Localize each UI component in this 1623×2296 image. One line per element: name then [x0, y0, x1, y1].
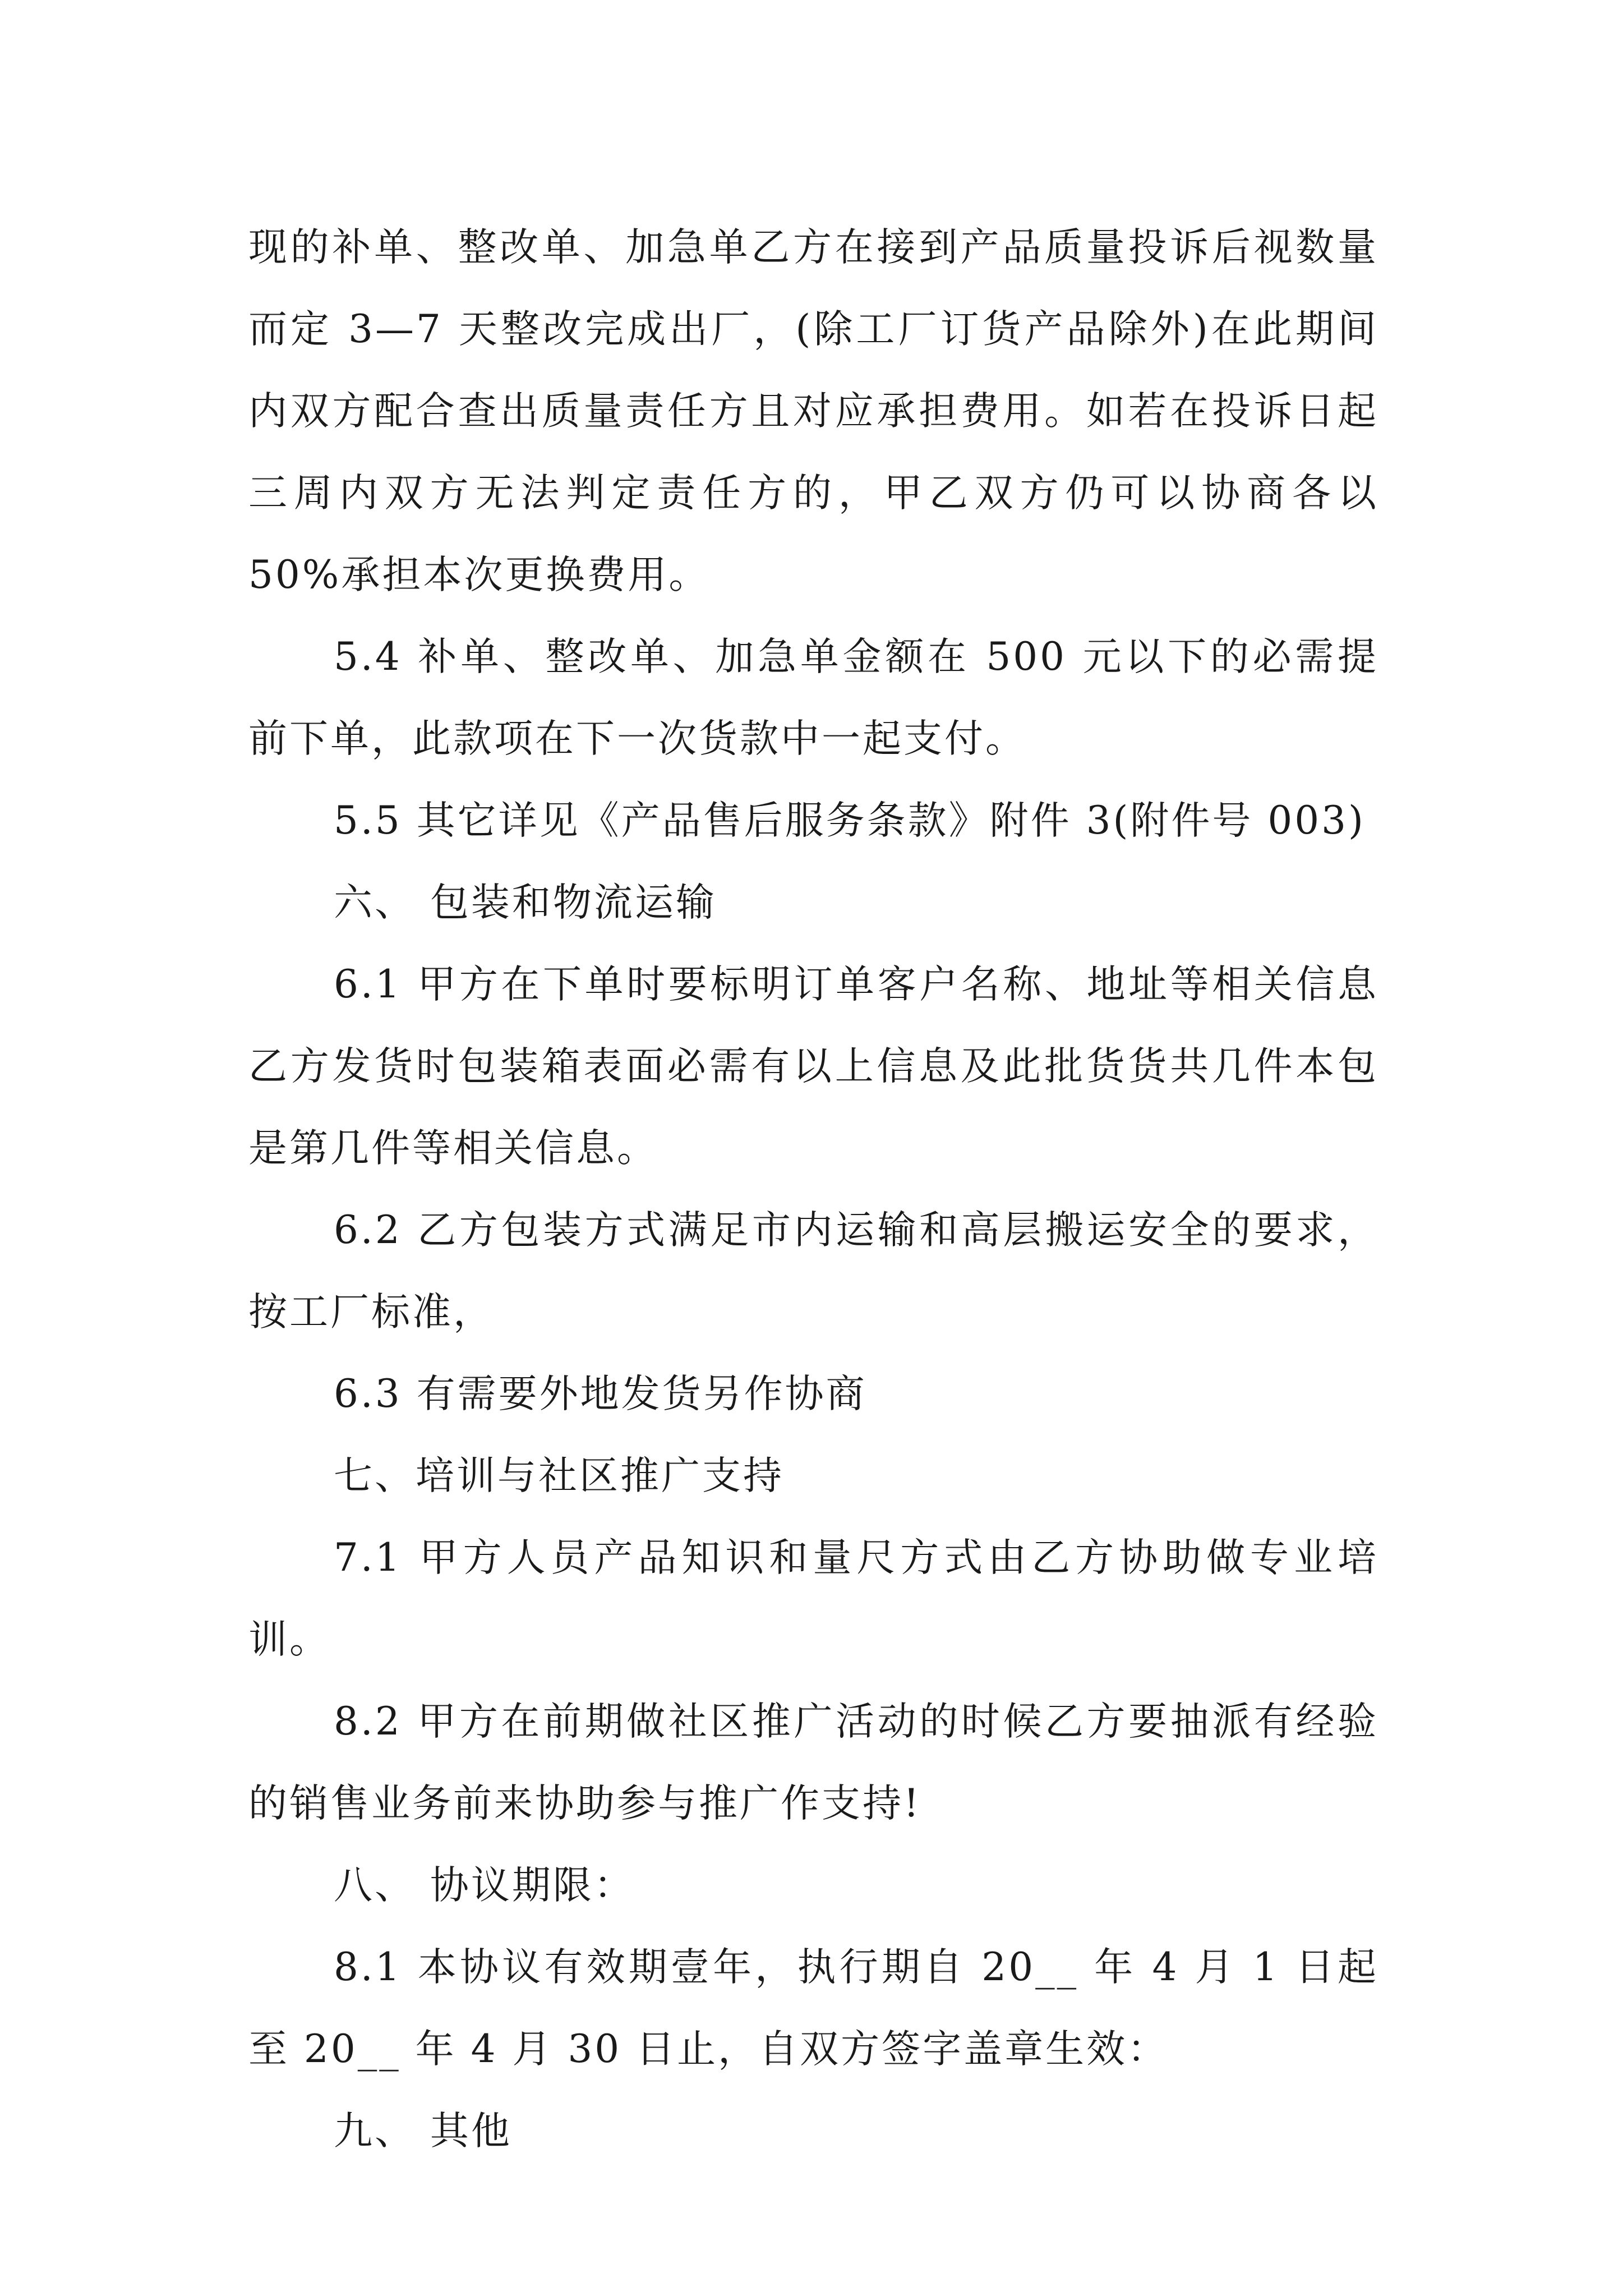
paragraph-6-2: 6.2 乙方包装方式满足市内运输和高层搬运安全的要求，按工厂标准，	[248, 1208, 1378, 1335]
paragraph-6-1: 6.1 甲方在下单时要标明订单客户名称、地址等相关信息乙方发货时包装箱表面必需有以上信息及此批货货共几件本包是第几件等相关信息。	[248, 962, 1378, 1171]
paragraph-8-1: 8.1 本协议有效期壹年，执行期自 20__ 年 4 月 1 日起至 20__ 年 4 月 30 日止，自双方签字盖章生效：	[248, 1945, 1378, 2072]
paragraph-8-2: 8.2 甲方在前期做社区推广活动的时候乙方要抽派有经验的销售业务前来协助参与推广作支持!	[248, 1699, 1378, 1826]
paragraph-5-4: 5.4 补单、整改单、加急单金额在 500 元以下的必需提前下单，此款项在下一次货款中一起支付。	[248, 634, 1378, 761]
paragraph-7-1: 7.1 甲方人员产品知识和量尺方式由乙方协助做专业培训。	[248, 1535, 1378, 1662]
paragraph-6-3: 6.3 有需要外地发货另作协商	[334, 1372, 867, 1416]
section-heading-6: 六、 包装和物流运输	[334, 880, 717, 925]
section-heading-7: 七、培训与社区推广支持	[334, 1453, 784, 1498]
paragraph-continuation: 现的补单、整改单、加急单乙方在接到产品质量投诉后视数量而定 3—7 天整改完成出厂，(除工厂订货产品除外)在此期间内双方配合查出质量责任方且对应承担费用。如若在投诉日起三周内双方无法判定责任方的，甲乙双方仍可以协商各以 50%承担本次更换费用。	[248, 225, 1378, 597]
section-heading-8: 八、 协议期限：	[334, 1863, 635, 1908]
section-heading-9: 九、 其他	[334, 2109, 512, 2154]
document-body	[248, 206, 1378, 2172]
paragraph-5-5: 5.5 其它详见《产品售后服务条款》附件 3(附件号 003)	[334, 798, 1366, 843]
